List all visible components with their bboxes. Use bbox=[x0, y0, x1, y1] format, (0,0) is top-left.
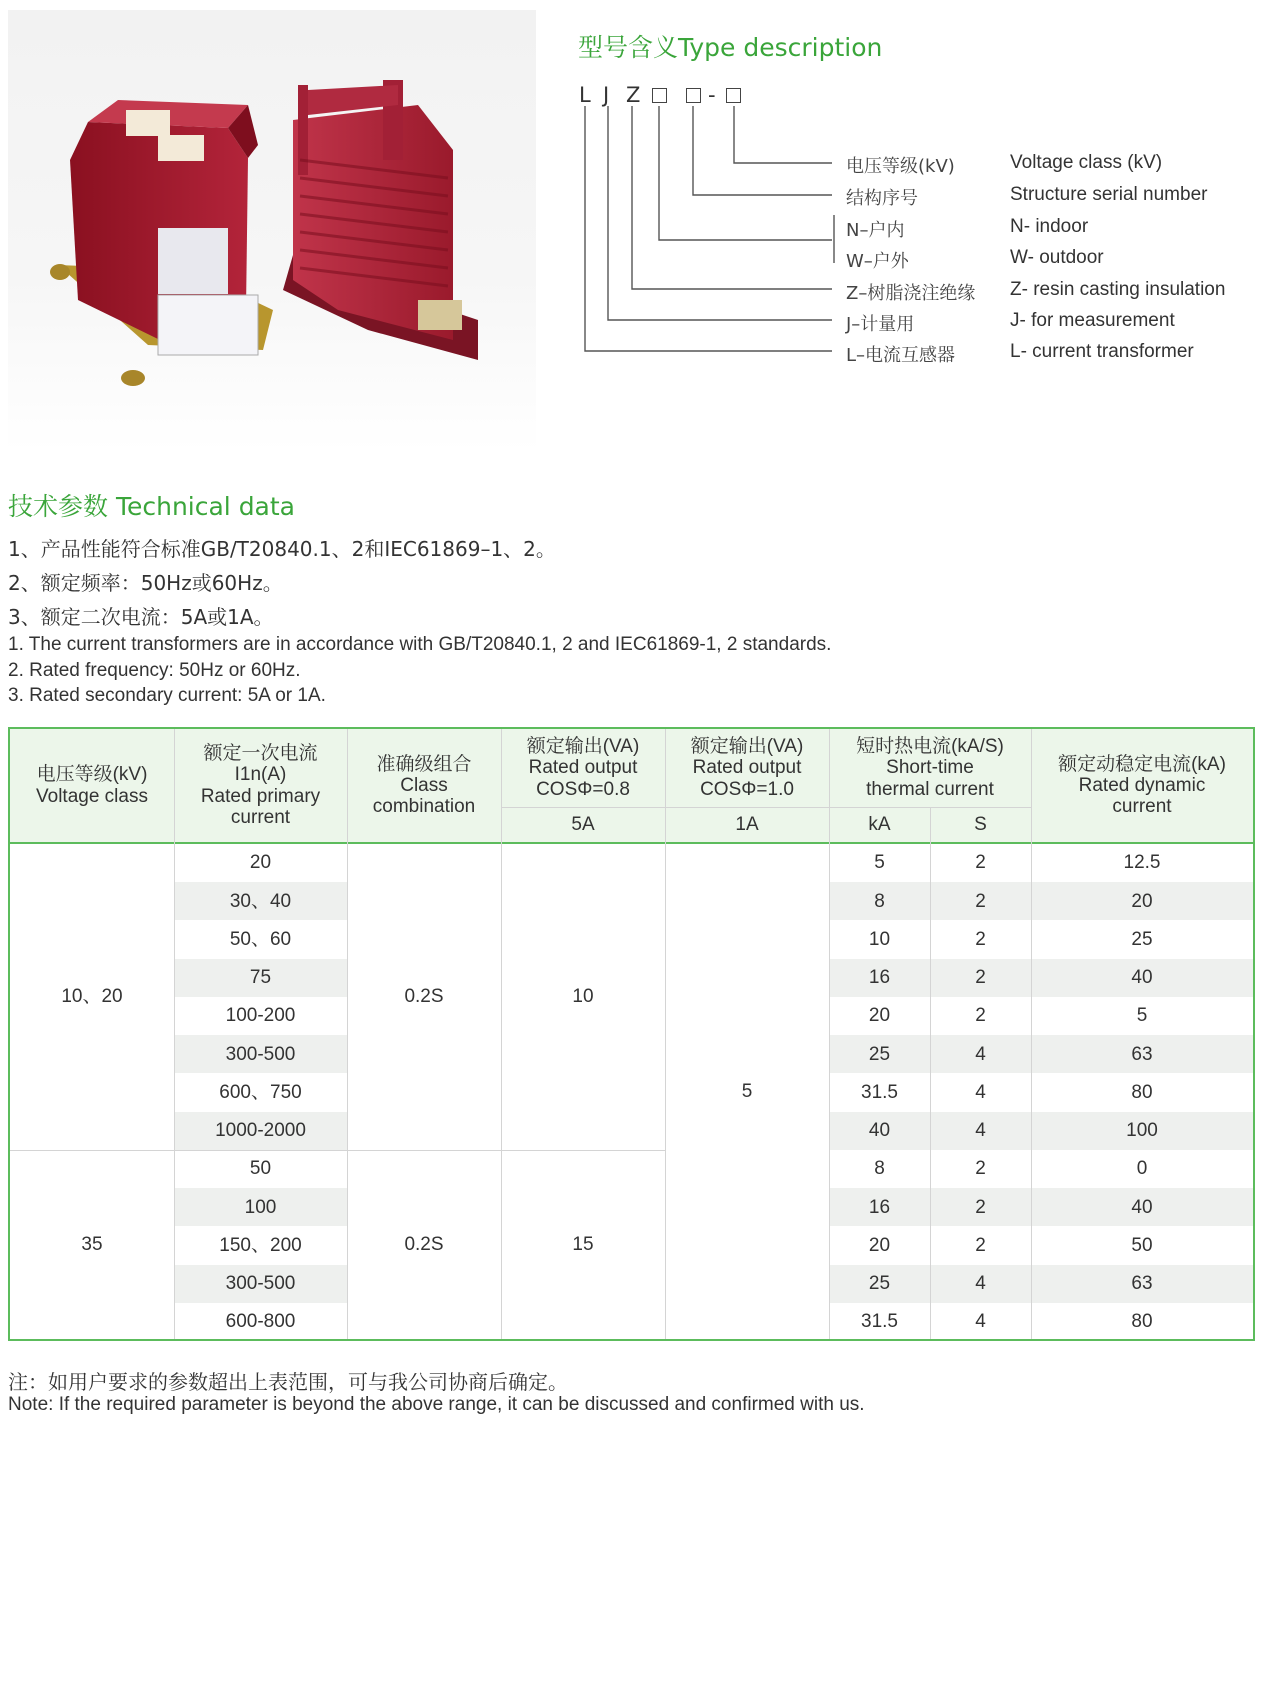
cell-thermal-s: 4 bbox=[975, 1273, 986, 1295]
cell-dynamic-current: 12.5 bbox=[1123, 852, 1161, 874]
cell-thermal-s: 4 bbox=[975, 1081, 986, 1103]
cell-thermal-s: 2 bbox=[975, 1158, 986, 1180]
note-en-3: 3. Rated secondary current: 5A or 1A. bbox=[8, 685, 326, 706]
cell-thermal-ka: 8 bbox=[874, 890, 885, 912]
header-sub-5a: 5A bbox=[571, 813, 595, 835]
cell-thermal-ka: 25 bbox=[868, 1043, 891, 1065]
cell-primary-current: 100 bbox=[244, 1196, 277, 1218]
cell-primary-current: 1000-2000 bbox=[215, 1120, 306, 1142]
header-output-cos08: 额定输出(VA) Rated output COSΦ=0.8 bbox=[526, 736, 640, 800]
cell-dynamic-current: 20 bbox=[1131, 890, 1153, 912]
cell-dynamic-current: 40 bbox=[1131, 967, 1153, 989]
cell-thermal-s: 2 bbox=[975, 890, 986, 912]
cell-thermal-ka: 8 bbox=[874, 1158, 885, 1180]
cell-thermal-s: 4 bbox=[975, 1043, 986, 1065]
note-cn-3: 3、额定二次电流：5A或1A。 bbox=[8, 605, 274, 629]
legend-cn-structure: 结构序号 bbox=[846, 188, 918, 209]
header-sub-1a: 1A bbox=[735, 813, 759, 835]
cell-thermal-s: 2 bbox=[975, 1005, 986, 1027]
legend-cn-outdoor: W–户外 bbox=[846, 251, 909, 272]
cell-primary-current: 50、60 bbox=[229, 928, 292, 950]
cell-thermal-s: 2 bbox=[975, 967, 986, 989]
cell-dynamic-current: 25 bbox=[1131, 928, 1153, 950]
legend-cn-resin: Z–树脂浇注绝缘 bbox=[846, 283, 976, 304]
cell-primary-current: 50 bbox=[249, 1158, 272, 1180]
cell-dynamic-current: 63 bbox=[1131, 1273, 1153, 1295]
group1-accuracy: 0.2S bbox=[404, 986, 444, 1008]
technical-data-title: 技术参数 Technical data bbox=[8, 492, 295, 521]
note-cn-1: 1、产品性能符合标准GB/T20840.1、2和IEC61869–1、2。 bbox=[8, 537, 556, 561]
header-voltage: 电压等级(kV) Voltage class bbox=[36, 764, 148, 807]
header-dynamic-current: 额定动稳定电流(kA) Rated dynamic current bbox=[1058, 753, 1226, 818]
cell-thermal-s: 4 bbox=[975, 1120, 986, 1142]
cell-dynamic-current: 50 bbox=[1131, 1234, 1153, 1256]
code-dash: - bbox=[708, 83, 716, 107]
cell-thermal-s: 2 bbox=[975, 928, 986, 950]
group1-output-5a: 10 bbox=[572, 986, 594, 1008]
footer-note-cn: 注：如用户要求的参数超出上表范围，可与我公司协商后确定。 bbox=[8, 1370, 568, 1394]
cell-thermal-ka: 10 bbox=[868, 928, 891, 950]
code-letter-l: L bbox=[579, 83, 591, 107]
cell-primary-current: 600、750 bbox=[219, 1081, 302, 1103]
cell-thermal-s: 2 bbox=[975, 852, 986, 874]
cell-dynamic-current: 80 bbox=[1131, 1311, 1153, 1333]
cell-thermal-ka: 20 bbox=[868, 1234, 891, 1256]
legend-cn-ct: L–电流互感器 bbox=[846, 345, 956, 366]
legend-cn-indoor: N–户内 bbox=[846, 220, 905, 241]
group2-accuracy: 0.2S bbox=[404, 1233, 444, 1255]
cell-primary-current: 20 bbox=[249, 852, 272, 874]
cell-primary-current: 300-500 bbox=[225, 1043, 296, 1065]
cell-thermal-s: 4 bbox=[975, 1311, 986, 1333]
cell-dynamic-current: 5 bbox=[1136, 1005, 1148, 1027]
cell-primary-current: 300-500 bbox=[225, 1273, 296, 1295]
cell-dynamic-current: 0 bbox=[1136, 1158, 1148, 1180]
legend-en-ct: L- current transformer bbox=[1010, 341, 1194, 362]
header-sub-ka: kA bbox=[868, 813, 891, 835]
cell-thermal-s: 2 bbox=[975, 1196, 986, 1218]
cell-primary-current: 75 bbox=[249, 967, 272, 989]
footer-note-en: Note: If the required parameter is beyond the above range, it can be discussed and confirmed with us. bbox=[8, 1394, 865, 1415]
cell-thermal-ka: 31.5 bbox=[861, 1081, 898, 1103]
note-cn-2: 2、额定频率：50Hz或60Hz。 bbox=[8, 571, 283, 595]
cell-thermal-ka: 31.5 bbox=[861, 1311, 898, 1333]
header-output-cos10: 额定输出(VA) Rated output COSΦ=1.0 bbox=[690, 736, 804, 800]
note-en-2: 2. Rated frequency: 50Hz or 60Hz. bbox=[8, 660, 301, 681]
cell-primary-current: 600-800 bbox=[225, 1311, 296, 1333]
group2-output-5a: 15 bbox=[572, 1233, 594, 1255]
cell-dynamic-current: 80 bbox=[1131, 1081, 1153, 1103]
cell-thermal-s: 2 bbox=[975, 1234, 986, 1256]
cell-thermal-ka: 20 bbox=[868, 1005, 891, 1027]
legend-en-indoor: N- indoor bbox=[1010, 216, 1089, 237]
cell-thermal-ka: 5 bbox=[874, 852, 885, 874]
cell-primary-current: 150、200 bbox=[219, 1234, 302, 1256]
output-1a: 5 bbox=[741, 1080, 753, 1102]
technical-data-table bbox=[8, 727, 1255, 1341]
header-sub-s: S bbox=[974, 813, 987, 835]
cell-thermal-ka: 25 bbox=[868, 1273, 891, 1295]
cell-primary-current: 30、40 bbox=[229, 890, 292, 912]
legend-en-measurement: J- for measurement bbox=[1010, 310, 1175, 331]
code-letter-j: J bbox=[603, 83, 610, 107]
cell-dynamic-current: 40 bbox=[1131, 1196, 1153, 1218]
cell-primary-current: 100-200 bbox=[225, 1005, 296, 1027]
cell-thermal-ka: 16 bbox=[868, 967, 891, 989]
type-description-title: 型号含义Type description bbox=[578, 33, 883, 62]
cell-thermal-ka: 16 bbox=[868, 1196, 891, 1218]
header-thermal-current: 短时热电流(kA/S) Short-time thermal current bbox=[856, 736, 1004, 800]
group1-voltage: 10、20 bbox=[61, 986, 123, 1008]
note-en-1: 1. The current transformers are in accordance with GB/T20840.1, 2 and IEC61869-1, 2 standards. bbox=[8, 634, 832, 655]
cell-dynamic-current: 100 bbox=[1126, 1120, 1158, 1142]
cell-thermal-ka: 40 bbox=[868, 1120, 891, 1142]
legend-cn-voltage: 电压等级(kV) bbox=[846, 156, 955, 177]
legend-cn-measurement: J–计量用 bbox=[846, 314, 915, 335]
legend-en-structure: Structure serial number bbox=[1010, 184, 1208, 205]
legend-en-outdoor: W- outdoor bbox=[1010, 247, 1104, 268]
header-primary-current: 额定一次电流 I1n(A) Rated primary current bbox=[200, 742, 321, 828]
code-letter-z: Z bbox=[626, 83, 641, 107]
legend-en-voltage: Voltage class (kV) bbox=[1010, 152, 1163, 173]
group2-voltage: 35 bbox=[81, 1233, 103, 1255]
legend-en-resin: Z- resin casting insulation bbox=[1010, 279, 1226, 300]
cell-dynamic-current: 63 bbox=[1131, 1043, 1153, 1065]
header-accuracy: 准确级组合 Class combination bbox=[372, 753, 476, 818]
